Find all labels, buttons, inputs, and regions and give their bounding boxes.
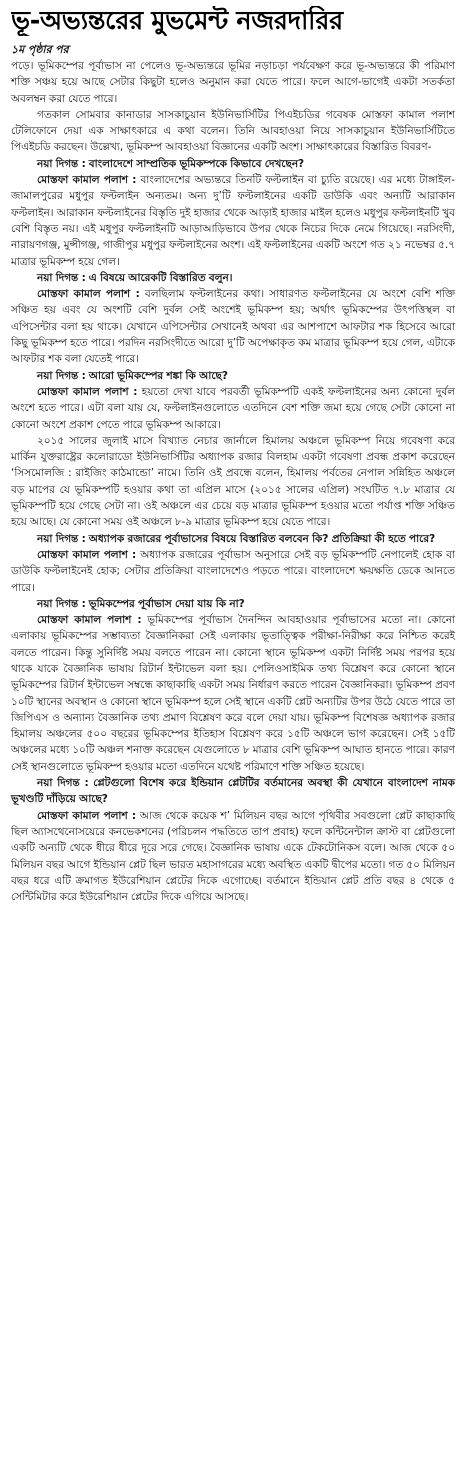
continuation-label: ১ম পৃষ্ঠার পর — [11, 43, 69, 56]
speaker-paper: নয়া দিগন্ত : — [37, 777, 89, 790]
speaker-interviewee: মোস্তফা কামাল পলাশ : — [37, 288, 140, 301]
question-3 — [11, 368, 455, 384]
speaker-interviewee: মোস্তফা কামাল পলাশ : — [37, 385, 138, 398]
article-body — [11, 42, 455, 905]
answer-6 — [11, 808, 455, 906]
answer-3-continued: ২০১৫ সালের জুলাই মাসে বিখ্যাত নেচার জার্নালে হিমালয় অঞ্চলে ভূমিকম্প নিয়ে গবেষণা করে মার্কিন যুক্তরাষ্ট্রের কলোরাডো ইউনিভার্সিটির অধ্যাপক রজার বিলহাম একটা গবেষণা প্রবন্ধ প্রকাশ করেছেন ‘সিসমোলজি : রাইজিং কাঠমান্ডো’ নামে। তিনি ওই প্রবন্ধে বলেন, হিমালয় পর্বতের নেপাল সন্নিহিত অঞ্চলে বড় মাপের যে ভূমিকম্পটি হওয়ার কথা তা এপ্রিল মাসে (২০১৫ সালের এপ্রিল) সংঘটিত ৭.৮ মাত্রার যে ভূমিকম্পটি হয়ে গেছে সেটা না। ওই অঞ্চলে এর চেয়ে বড় মাত্রার ভূমিকম্প হওয়ার মতো পর্যাপ্ত শক্তি সঞ্চিত হয়ে আছে। যে কোনো সময় ওই অঞ্চলে ৮-৯ মাত্রার ভূমিকম্প হয়ে যেতে পারে। — [11, 434, 455, 529]
speaker-interviewee: মোস্তফা কামাল পলাশ : — [37, 548, 137, 561]
answer-1 — [11, 172, 455, 270]
question-6 — [11, 775, 455, 808]
question-text: ভূমিকম্পের পূর্বাভাস দেয়া যায় কি না? — [88, 597, 245, 610]
answer-3 — [11, 384, 455, 433]
answer-text: বাংলাদেশের অভ্যন্তরে তিনটি ফল্টলাইন বা চ্যুতি রয়েছে। এর মধ্যে টাঙ্গাইল-জামালপুরের মধুপুর ফল্টলাইন অন্যতম। অন্য দু’টি ফল্টলাইনের একটি ডাউকি এবং অন্যটি আরাকান ফল্টলাইন। আরাকান ফল্টলাইনের বিস্তৃতি দুই হাজার থেকে আড়াই হাজার মাইল হলেও মধুপুর ফল্টলাইনটি খুব বেশি বিস্তৃত নয়। এই মধুপুর ফল্টলাইনটি আড়াআড়িভাবে উপর থেকে নিচের দিকে নেমে গিয়েছে। নরসিংদী, নারায়ণগঞ্জ, মুন্সীগঞ্জ, গাজীপুর মধুপুর ফল্টলাইনের অংশ। এই ফল্টলাইনের একটি অংশে গত ২১ নভেম্বর ৫.৭ মাত্রার ভূমিকম্প হয়ে গেল। — [11, 174, 455, 268]
answer-text: অধ্যাপক রজারের পূর্বাভাস অনুসারে সেই বড় ভূমিকম্পটি নেপালেই হোক বা ডাউকি ফল্টলাইনেই হোক; সেটার প্রতিক্রিয়া বাংলাদেশেও পড়তে পারে। বাংলাদেশে ক্ষয়ক্ষতি ডেকে আনতে পারে। — [11, 548, 455, 594]
question-5 — [11, 596, 455, 612]
speaker-paper: নয়া দিগন্ত : — [37, 369, 86, 382]
headline: ভূ-অভ্যন্তরের মুভমেন্ট নজরদারির — [11, 6, 343, 36]
speaker-paper: নয়া দিগন্ত : — [37, 532, 86, 545]
speaker-interviewee: মোস্তফা কামাল পলাশ : — [37, 614, 142, 627]
speaker-interviewee: মোস্তফা কামাল পলাশ : — [37, 174, 137, 187]
answer-4 — [11, 547, 455, 596]
answer-5 — [11, 612, 455, 775]
intro-paragraph-2: গতকাল সোমবার কানাডার সাসকাচুয়ান ইউনিভার্সিটির পিএইচডির গবেষক মোস্তফা কামাল পলাশ টেলিফোনে দেয়া এক সাক্ষাৎকারে এ কথা বলেন। তিনি আবহাওয়া নিয়ে সাসকাচুয়ান ইউনিভার্সিটিতে পিএইচডি করছেন। উল্লেখ্য, ভূমিকম্প আবহাওয়া বিজ্ঞানের একটি অংশ। সাক্ষাৎকারের বিস্তারিত বিবরণ- — [11, 108, 455, 154]
answer-text: ভূমিকম্পের পূর্বাভাস দৈনন্দিন আবহাওয়ার পূর্বাভাসের মতো না। কোনো এলাকায় ভূমিকম্পের সম্ভাব্যতা বৈজ্ঞানিকরা সেই এলাকায় ভূতাত্ত্বিক পরীক্ষা-নিরীক্ষা করে নিশ্চিত করেই বলতে পারেন। কিন্তু সুনির্দিষ্ট সময় বলতে পারেন না। কোনো স্থানে ভূমিকম্প একটা নির্দিষ্ট সময় পরপর হয়ে থাকে যাকে বৈজ্ঞানিক ভাষায় রিটার্ন ইন্টাভেল বলা হয়। পেলিওসাইমিক তথ্য বিশ্লেষণ করে কোনো স্থানে ভূমিকম্পের রিটার্ন ইন্টাভেল সম্বন্ধে কাছাকাছি একটা সময় নির্ধারণ করতে পারেন বৈজ্ঞানিকরা। ভূমিকম্প প্রবণ ১০টি স্থানের অবস্থান ও কোনো স্থানে ভূমিকম্প হলে সেই স্থানে একটি প্লেট অন্যটির উপর উঠে যেতে পারে তা জিপিএস ও অন্যান্য বৈজ্ঞানিক তথ্য প্রমাণ বিশ্লেষণ করে বলে দেয়া যায়। ভূমিকম্প বিশেষজ্ঞ অধ্যাপক রজার হিমালয় অঞ্চলের ৫০০ বছরের ভূমিকম্পের ইতিহাস বিশ্লেষণ করে ১৫টি অঞ্চলে ভাগ করেছেন। সেই ১৫টি অঞ্চলের মধ্যে ১০টি অঞ্চল শনাক্ত করেছেন যেগুলোতে ৮ মাত্রার বেশি ভূমিকম্প আঘাত হানতে পারে। কারণ সেই স্থানগুলোতে ভূমিকম্প হওয়ার মতো এতদিনে যথেষ্ট পরিমাণে শক্তি সঞ্চিত হয়েছে। — [11, 614, 455, 773]
question-text: এ বিষয়ে আরেকটি বিস্তারিত বলুন। — [88, 271, 233, 284]
question-text: আরো ভূমিকম্পের শঙ্কা কি আছে? — [88, 369, 228, 382]
question-1 — [11, 156, 455, 172]
answer-text: আজ থেকে কয়েক শ’ মিলিয়ন বছর আগে পৃথিবীর সবগুলো প্লেট কাছাকাছি ছিল অ্যাসথেনোসয়েরে কনভেকশনের (পরিচলন পদ্ধতিতে তাপ প্রবাহ) ফলে কন্টিনেন্টাল ক্রাস্ট বা প্লেটগুলো একটি অন্যটি থেকে ধীরে ধীরে দূরে সরে গেছে। বৈজ্ঞানিক ভাষায় একে টেকটোনিকস বলে। আজ থেকে ৫০ মিলিয়ন বছর আগে ইন্ডিয়ান প্লেট ছিল ভারত মহাসাগরের মধ্যে অবস্থিত একটি দ্বীপের মতো। গত ৫০ মিলিয়ন বছর ধরে এটি ক্রমাগত ইউরেশিয়ান প্লেটের দিকে এগোচ্ছে। বর্তমানে ইন্ডিয়ান প্লেট প্রতি বছর ৪ থেকে ৫ সেন্টিমিটার করে ইউরেশিয়ান প্লেটের দিকে এগিয়ে আসছে। — [11, 809, 455, 904]
question-2 — [11, 270, 455, 286]
intro-paragraph-1: পড়ে। ভূমিকম্পের পূর্বাভাস না পেলেও ভূ-অভ্যন্তরে ভূমির নড়াচড়া পর্যবেক্ষণ করে ভূ-অভ্যন্তরে কী পরিমাণ শক্তি সঞ্চয় হয়ে আছে সেটার কিছুটা হলেও অনুমান করা যেতে পারে। ফলে আগে-ভাগেই একটা সতর্কতা অবলম্বন করা যেতে পারে। — [11, 60, 455, 105]
answer-2 — [11, 286, 455, 367]
answer-text: বলছিলাম ফল্টলাইনের কথা। সাধারণত ফল্টলাইনের যে অংশে বেশি শক্তি সঞ্চিত হয় এবং যে অংশটি বেশি দুর্বল সেই অংশেই ভূমিকম্প হয়; অর্থাৎ ভূমিকম্পের উৎপত্তিস্থল বা এপিসেন্টার বলা হয় থাকে। যেখানে এপিসেন্টার সেখানেই অথবা এর আশপাশে আফটার শক হিসেবে আরো কিছু ভূমিকম্প হতে পারে। পরদিন নরসিংদীতে আরো দু’টি অপেক্ষাকৃত কম মাত্রার ভূমিকম্প হয়ে গেল, এটাকে আফটার শক বলা যেতেই পারে। — [11, 288, 455, 366]
question-4 — [11, 531, 455, 547]
question-text: বাংলাদেশে সাম্প্রতিক ভূমিকম্পকে কিভাবে দেখছেন? — [88, 157, 305, 170]
speaker-paper: নয়া দিগন্ত : — [37, 157, 86, 170]
speaker-interviewee: মোস্তফা কামাল পলাশ : — [37, 809, 137, 822]
answer-text: হয়তো দেখা যাবে পরবর্তী ভূমিকম্পটি একই ফল্টলাইনের অন্য কোনো দুর্বল অংশে হতে পারে। এটা বলা যায় যে, ফল্টলাইনগুলোতে এতদিনে বেশ শক্তি জমা হয়ে গেছে সেটা কোনো না কোনো অংশে প্রকাশ পেতে পারে ভূমিকম্প আকারে। — [11, 385, 455, 431]
question-text: প্লেটগুলো বিশেষ করে ইন্ডিয়ান প্লেটটির বর্তমানের অবস্থা কী যেখানে বাংলাদেশ নামক ভূখণ্ডটি দাঁড়িয়ে আছে? — [11, 777, 455, 806]
question-text: অধ্যাপক রজারের পূর্বাভাসের বিষয়ে বিস্তারিত বলবেন কি? প্রতিক্রিয়া কী হতে পারে? — [88, 532, 436, 545]
speaker-paper: নয়া দিগন্ত : — [37, 597, 86, 610]
speaker-paper: নয়া দিগন্ত : — [37, 271, 86, 284]
